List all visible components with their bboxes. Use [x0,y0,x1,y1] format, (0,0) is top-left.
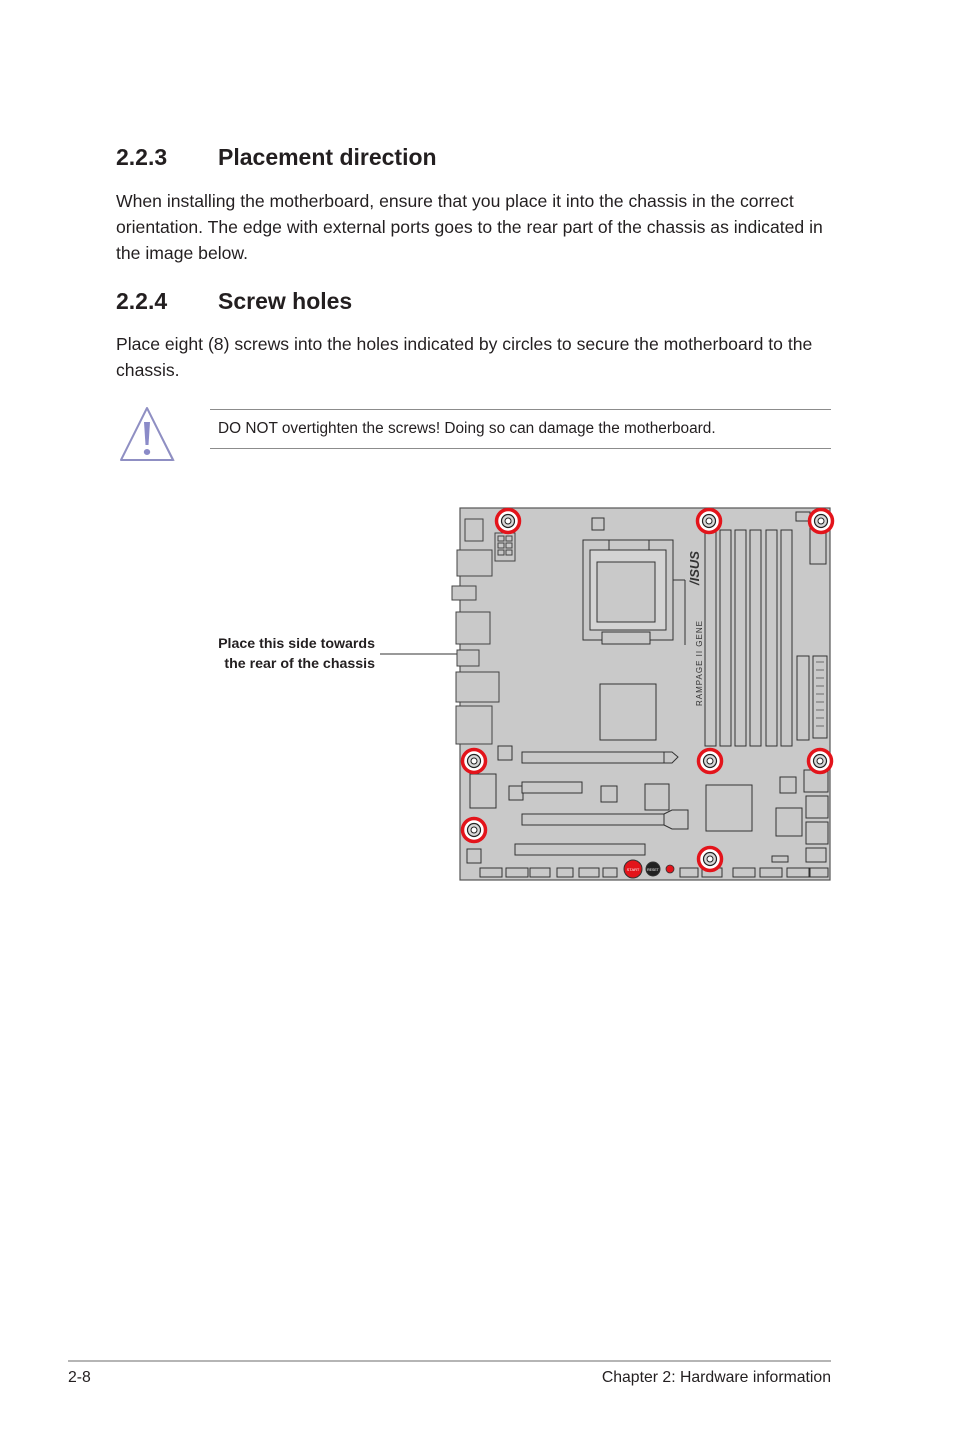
screw-holes-paragraph: Place eight (8) screws into the holes indicated by circles to secure the motherboard to the chassis. [116,334,813,380]
screw-hole-marker [810,510,833,533]
chapter-title: Chapter 2: Hardware information [601,1369,831,1386]
model-name-text: RAMPAGE II GENE [695,620,704,706]
start-button-label: START [626,867,640,872]
screw-hole-marker [463,819,486,842]
led-indicator [666,865,674,873]
section-title: Placement direction [218,144,437,170]
section-number: 2.2.4 [116,288,168,314]
cpu-socket [583,540,685,645]
screw-hole-marker [699,750,722,773]
footer-rule [68,1360,831,1362]
brand-logo-text: /ISUS [687,551,702,585]
screw-hole-marker [463,750,486,773]
section-title: Screw holes [218,288,353,314]
callout-line-2: the rear of the chassis [224,656,375,672]
section-number: 2.2.3 [116,144,168,170]
screw-hole-marker [698,510,721,533]
placement-direction-paragraph: When installing the motherboard, ensure that you place it into the chassis in the correct orientation. The edge with external ports goes to the rear part of the chassis as indicated in the image below. [116,191,823,263]
callout-line-1: Place this side towards [218,636,375,652]
reset-button-label: RESET [647,868,659,872]
screw-hole-marker [497,510,520,533]
page-number: 2-8 [68,1369,91,1386]
screw-hole-marker [699,848,722,871]
caution-text: DO NOT overtighten the screws! Doing so can damage the motherboard. [218,420,716,437]
screw-hole-marker [809,750,832,773]
